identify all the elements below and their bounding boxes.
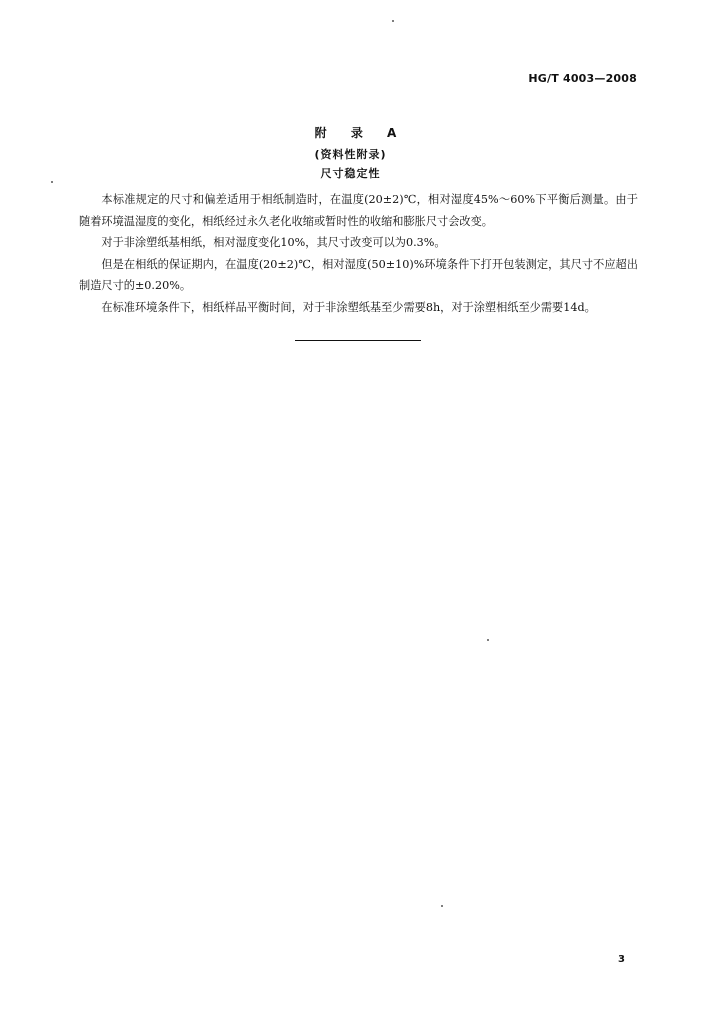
scan-speck [441,905,443,907]
standard-code: HG/T 4003—2008 [528,72,637,85]
appendix-title: 尺寸稳定性 [320,167,381,180]
page-number: 3 [618,954,625,965]
scan-speck [487,639,489,641]
paragraph: 本标准规定的尺寸和偏差适用于相纸制造时，在温度(20±2)℃，相对湿度45%～60%下平衡后测量。由于随着环境温湿度的变化，相纸经过永久老化收缩或暂时性的收缩和膨胀尺寸会改变。 [79,193,638,228]
appendix-body [79,189,638,319]
appendix-label: 附 录 A [314,126,407,140]
end-rule [295,340,421,341]
paragraph: 在标准环境条件下，相纸样品平衡时间，对于非涂塑纸基至少需要8h，对于涂塑相纸至少需要14d。 [101,300,596,314]
scan-speck [392,20,394,22]
paragraph: 但是在相纸的保证期内，在温度(20±2)℃，相对湿度(50±10)%环境条件下打开包装测定，其尺寸不应超出制造尺寸的±0.20%。 [79,257,638,293]
appendix-type: (资料性附录) [314,148,387,161]
scan-speck [51,181,53,183]
paragraph: 对于非涂塑纸基相纸，相对湿度变化10%，其尺寸改变可以为0.3%。 [101,236,446,250]
